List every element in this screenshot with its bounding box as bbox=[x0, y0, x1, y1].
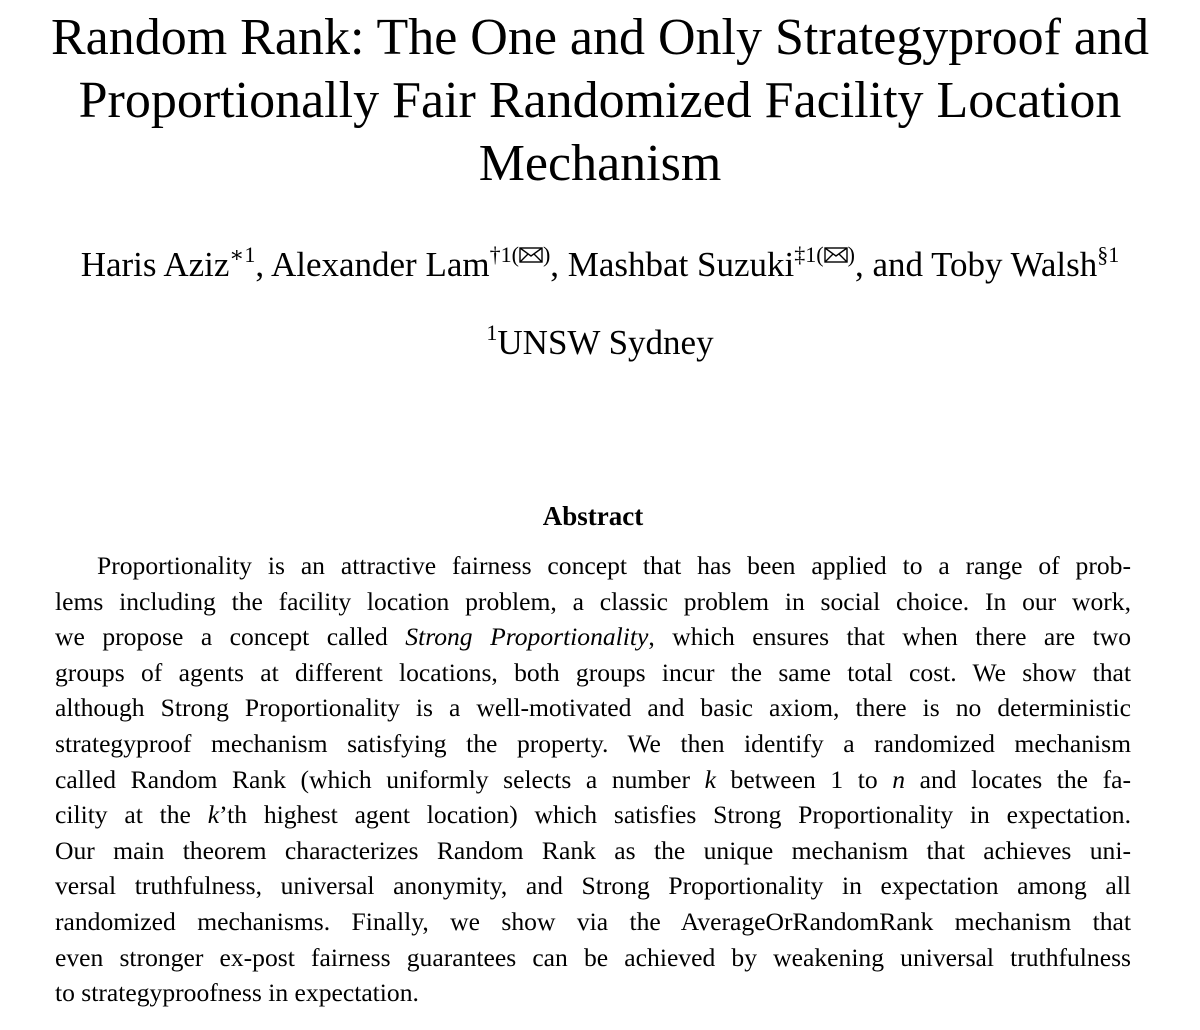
title-line: Mechanism bbox=[478, 135, 722, 192]
author-list bbox=[0, 240, 1200, 290]
author-mark: ∗1 bbox=[229, 242, 256, 267]
abstract-line: randomized mechanisms. Finally, we show via the AverageOrRandomRank mechanism that bbox=[55, 906, 1131, 936]
abstract-heading: Abstract bbox=[542, 501, 644, 531]
affiliation bbox=[0, 318, 1200, 368]
abstract-line: versal truthfulness, universal anonymity, and Strong Proportionality in expectation among all bbox=[55, 871, 1131, 901]
abstract-line: even stronger ex-post fairness guarantees can be achieved by weakening universal truthfulness bbox=[55, 942, 1131, 972]
abstract-text bbox=[55, 548, 1131, 1011]
author-name: Haris Aziz bbox=[80, 245, 230, 284]
author-separator: , bbox=[550, 245, 568, 284]
math-variable: n bbox=[892, 764, 906, 794]
author-mark: †1( ) bbox=[489, 242, 551, 267]
affiliation-mark: 1 bbox=[486, 320, 498, 345]
abstract-line: to strategyproofness in expectation. bbox=[55, 978, 419, 1008]
emphasized-term: Strong Proportionality bbox=[405, 622, 649, 652]
abstract-line: cility at the k’th highest agent location) which satisfies Strong Proportionality in expectation. bbox=[55, 800, 1131, 830]
abstract-line: lems including the facility location problem, a classic problem in social choice. In our work, bbox=[55, 586, 1131, 616]
abstract-line: strategyproof mechanism satisfying the property. We then identify a randomized mechanism bbox=[55, 728, 1131, 758]
paper-title bbox=[0, 6, 1200, 195]
abstract-line: although Strong Proportionality is a well-motivated and basic axiom, there is no deterministic bbox=[55, 693, 1131, 723]
math-variable: k bbox=[704, 764, 716, 794]
author-separator: , bbox=[255, 245, 271, 284]
author-name: Toby Walsh bbox=[931, 245, 1098, 284]
title-line: Random Rank: The One and Only Strategyproof and bbox=[50, 9, 1150, 66]
envelope-icon: ( ) bbox=[511, 242, 551, 267]
affiliation-name: UNSW Sydney bbox=[497, 323, 714, 362]
author-name: Alexander Lam bbox=[270, 245, 490, 284]
author-mark: §1 bbox=[1097, 242, 1120, 267]
abstract-line: Proportionality is an attractive fairness concept that has been applied to a range of prob- bbox=[97, 551, 1131, 580]
author-name: Mashbat Suzuki bbox=[567, 245, 795, 284]
abstract-line: called Random Rank (which uniformly selects a number k between 1 to n and locates the fa- bbox=[55, 764, 1131, 794]
math-variable: k bbox=[207, 800, 220, 830]
envelope-icon: ( ) bbox=[816, 242, 855, 267]
abstract-line: we propose a concept called Strong Proportionality, which ensures that when there are two bbox=[55, 622, 1132, 652]
abstract-line: groups of agents at different locations, both groups incur the same total cost. We show that bbox=[55, 657, 1131, 687]
title-line: Proportionally Fair Randomized Facility Location bbox=[78, 72, 1122, 129]
math-number: 1 bbox=[830, 764, 844, 794]
author-mark: ‡1( ) bbox=[794, 242, 855, 267]
author-separator: , and bbox=[854, 245, 932, 284]
abstract-line: Our main theorem characterizes Random Rank as the unique mechanism that achieves uni- bbox=[55, 835, 1131, 865]
